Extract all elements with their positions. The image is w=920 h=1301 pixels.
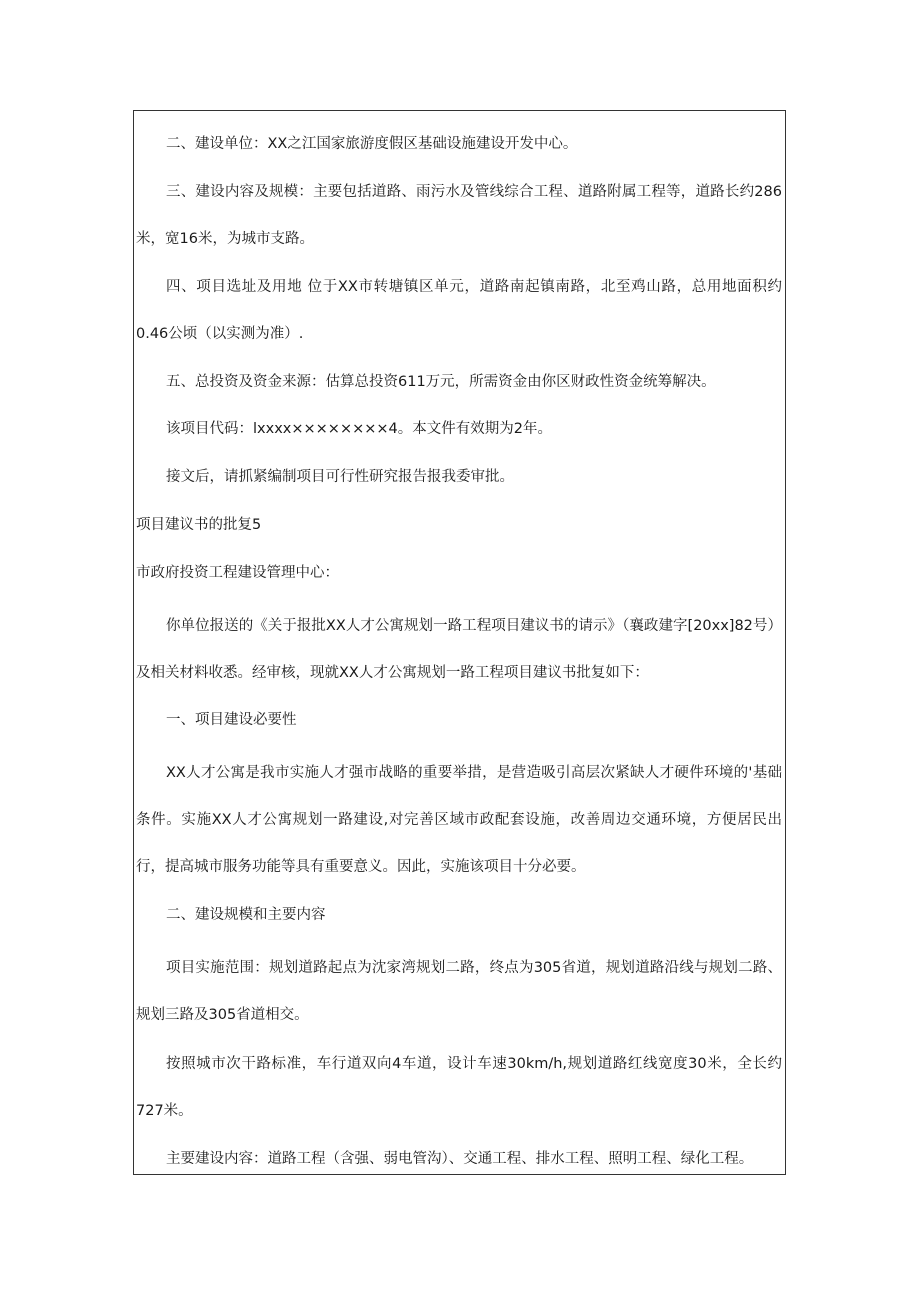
section-title: 项目建议书的批复5 <box>136 517 262 533</box>
paragraph-road-standard: 按照城市次干路标准，车行道双向4车道，设计车速30km/h,规划道路红线宽度30米，全长约727米。 <box>136 1056 782 1119</box>
heading-scale-content: 二、建设规模和主要内容 <box>166 907 326 923</box>
paragraph-necessity: XX人才公寓是我市实施人才强市战略的重要举措，是营造吸引高层次紧缺人才硬件环境的'基础条件。实施XX人才公寓规划一路建设,对完善区域市政配套设施，改善周边交通环境，方便居民出行，提高城市服务功能等具有重要意义。因此，实施该项目十分必要。 <box>136 765 782 875</box>
paragraph-scope: 项目实施范围：规划道路起点为沈家湾规划二路，终点为305省道，规划道路沿线与规划二路、规划三路及305省道相交。 <box>136 960 782 1023</box>
paragraph-project-code: 该项目代码：lxxxx××××××××4。本文件有效期为2年。 <box>166 421 552 437</box>
paragraph-instruction: 接文后，请抓紧编制项目可行性研究报告报我委审批。 <box>166 469 514 485</box>
paragraph-request-received: 你单位报送的《关于报批XX人才公寓规划一路工程项目建议书的请示》（襄政建字[20xx]82号）及相关材料收悉。经审核，现就XX人才公寓规划一路工程项目建议书批复如下： <box>136 618 782 681</box>
addressee: 市政府投资工程建设管理中心： <box>136 565 339 581</box>
paragraph-construction-unit: 二、建设单位：XX之江国家旅游度假区基础设施建设开发中心。 <box>166 136 578 152</box>
paragraph-site-selection: 四、项目选址及用地 位于XX市转塘镇区单元，道路南起镇南路，北至鸡山路，总用地面积约0.46公顷（以实测为准）. <box>136 279 782 342</box>
paragraph-main-content: 主要建设内容：道路工程（含强、弱电管沟）、交通工程、排水工程、照明工程、绿化工程。 <box>166 1151 754 1167</box>
paragraph-total-investment: 五、总投资及资金来源：估算总投资611万元，所需资金由你区财政性资金统筹解决。 <box>166 374 716 390</box>
heading-necessity: 一、项目建设必要性 <box>166 712 297 728</box>
paragraph-construction-content: 三、建设内容及规模：主要包括道路、雨污水及管线综合工程、道路附属工程等，道路长约286米，宽16米，为城市支路。 <box>136 184 782 247</box>
